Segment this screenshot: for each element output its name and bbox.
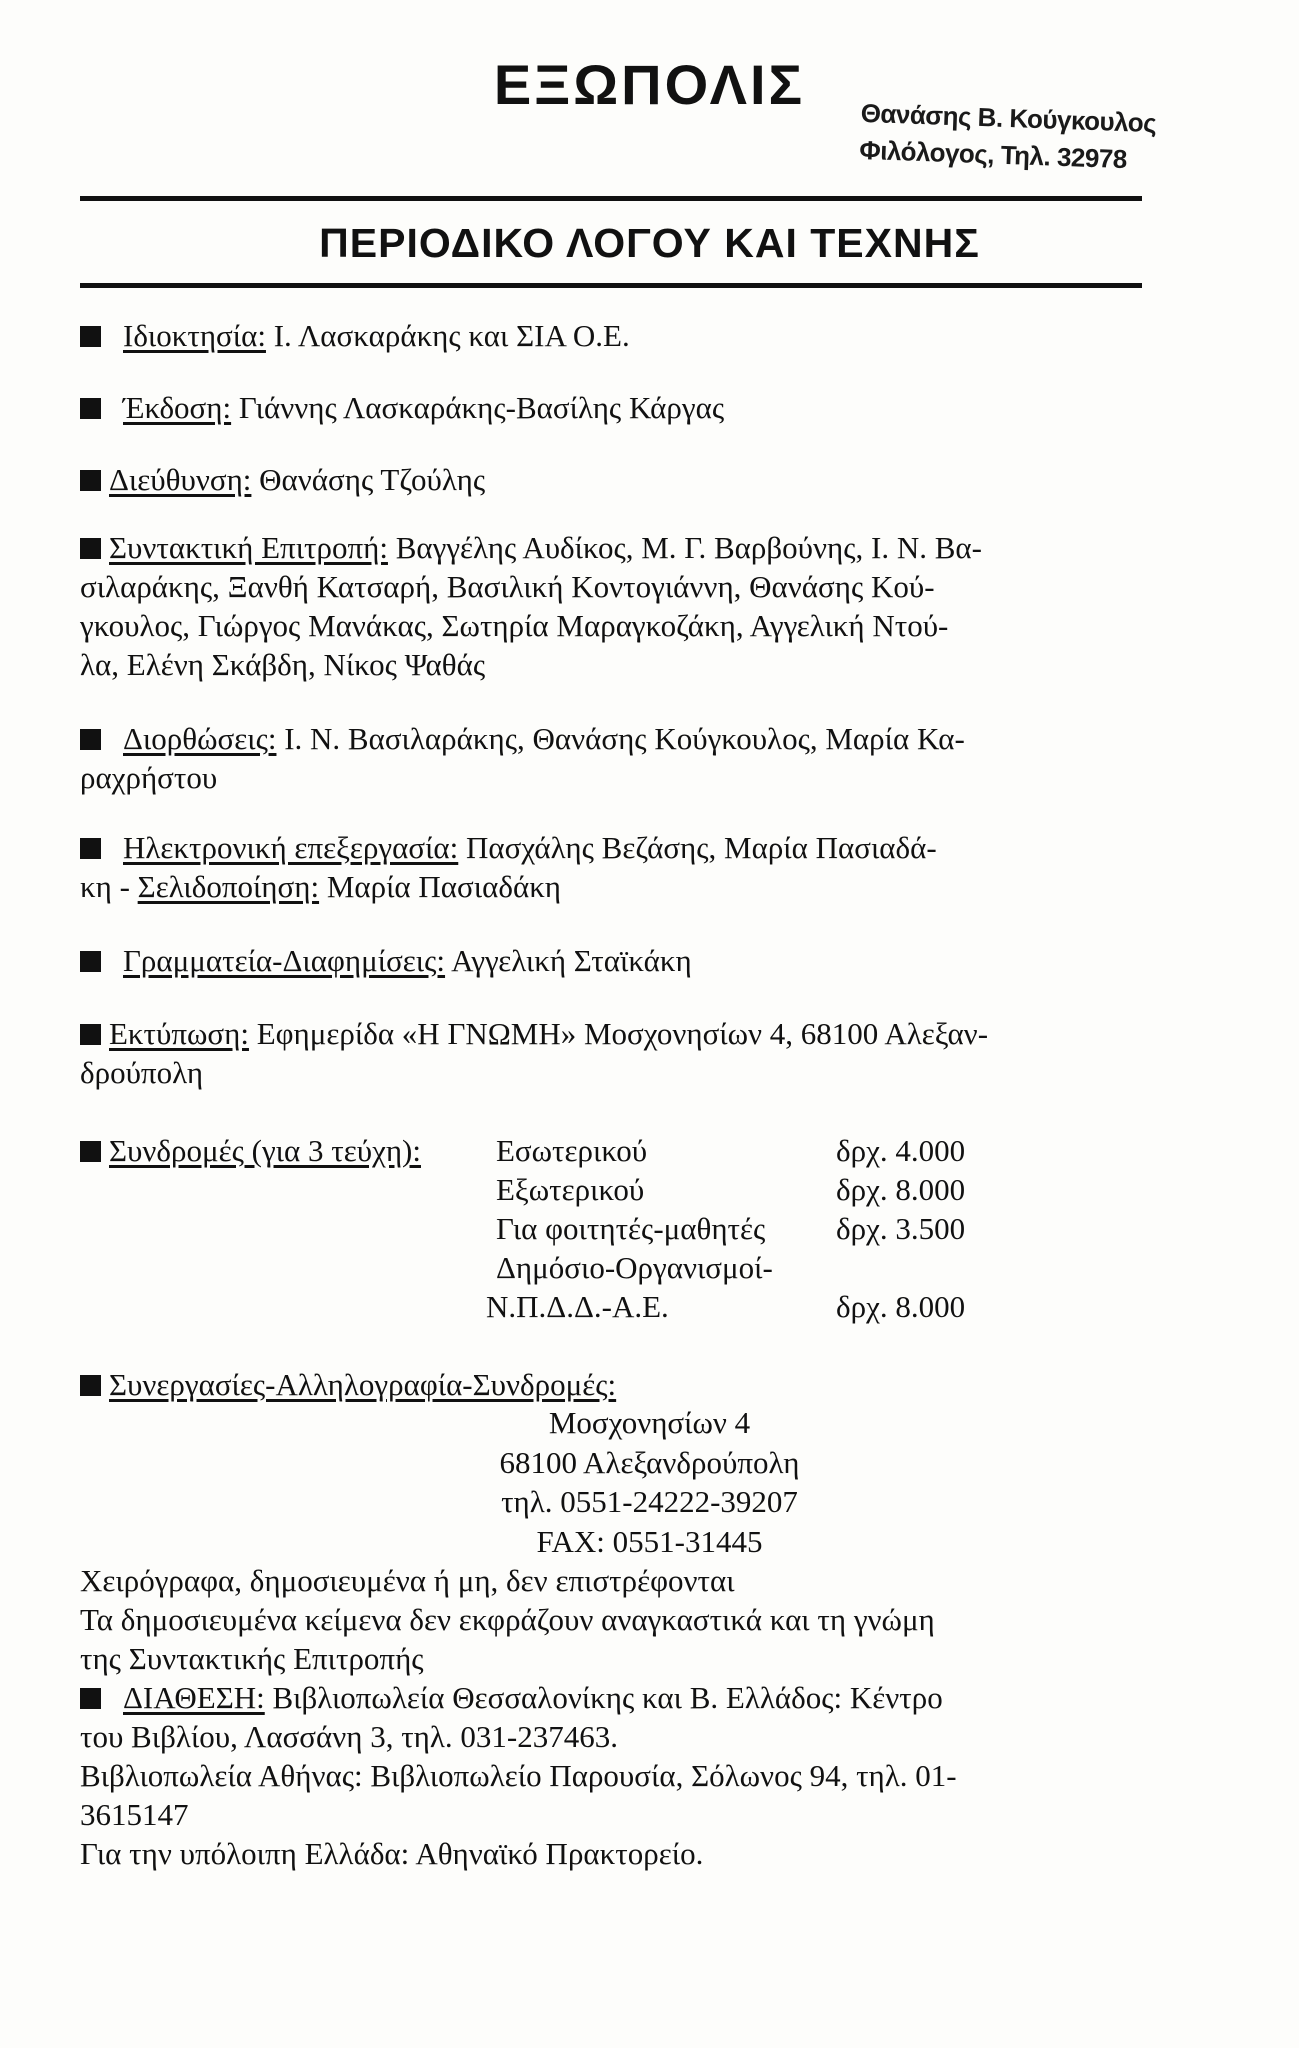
bullet-square-icon bbox=[80, 1375, 101, 1396]
entry-label: Γραμματεία-Διαφημίσεις: bbox=[123, 943, 446, 978]
address-city: 68100 Αλεξανδρούπολη bbox=[499, 1445, 800, 1480]
entry-printing bbox=[80, 1014, 1140, 1092]
entry-value-line: σιλαράκης, Ξανθή Κατσαρή, Βασιλική Κοντογιάννη, Θανάσης Κού- bbox=[80, 569, 935, 604]
subscription-price: δρχ. 8.000 bbox=[836, 1289, 966, 1324]
bullet-square-icon bbox=[80, 951, 101, 972]
correspondence-label bbox=[80, 1365, 1140, 1404]
address-fax: FAX: 0551-31445 bbox=[536, 1524, 763, 1559]
subscription-price: δρχ. 4.000 bbox=[836, 1133, 966, 1168]
entry-value-line: Για την υπόλοιπη Ελλάδα: Αθηναϊκό Πρακτορείο. bbox=[80, 1836, 704, 1871]
address-phone: τηλ. 0551-24222-39207 bbox=[501, 1484, 798, 1519]
entry-publisher bbox=[80, 388, 1140, 427]
bullet-square-icon bbox=[80, 1024, 101, 1045]
bullet-square-icon bbox=[80, 729, 101, 750]
entry-label: Διορθώσεις: bbox=[123, 721, 277, 756]
entry-value: Αγγελική Σταϊκάκη bbox=[451, 943, 692, 978]
address-street: Μοσχονησίων 4 bbox=[548, 1405, 751, 1440]
entry-value-line: δρούπολη bbox=[80, 1055, 204, 1090]
entry-distribution bbox=[80, 1678, 1140, 1873]
entry-label: Συνεργασίες-Αλληλογραφία-Συνδρομές: bbox=[109, 1367, 617, 1402]
subscription-price: δρχ. 3.500 bbox=[836, 1211, 966, 1246]
entry-label: Έκδοση: bbox=[123, 390, 232, 425]
bullet-square-icon bbox=[80, 470, 101, 491]
notes bbox=[80, 1561, 1140, 1678]
entry-value-line: γκουλος, Γιώργος Μανάκας, Σωτηρία Μαραγκοζάκη, Αγγελική Ντού- bbox=[80, 608, 949, 643]
entry-value: Ι. Ν. Βασιλαράκης, Θανάσης Κούγκουλος, Μαρία Κα- bbox=[284, 721, 965, 756]
bullet-square-icon bbox=[80, 326, 101, 347]
entry-value: κη - bbox=[80, 869, 138, 904]
entry-value: Βαγγέλης Αυδίκος, Μ. Γ. Βαρβούνης, Ι. Ν. Βα- bbox=[395, 530, 982, 565]
note-line: Τα δημοσιευμένα κείμενα δεν εκφράζουν αναγκαστικά και τη γνώμη bbox=[80, 1602, 935, 1637]
bullet-square-icon bbox=[80, 398, 101, 419]
entry-director bbox=[80, 460, 1140, 499]
entry-label: Συντακτική Επιτροπή: bbox=[109, 530, 388, 565]
entry-proofreading bbox=[80, 719, 1140, 797]
bullet-square-icon bbox=[80, 1688, 101, 1709]
bullet-square-icon bbox=[80, 1141, 101, 1162]
note-line: Χειρόγραφα, δημοσιευμένα ή μη, δεν επιστρέφονται bbox=[80, 1563, 735, 1598]
note-line: της Συντακτικής Επιτροπής bbox=[80, 1641, 424, 1676]
entry-value-pagination: Μαρία Πασιαδάκη bbox=[326, 869, 562, 904]
subscription-desc: Δημόσιο-Οργανισμοί- bbox=[496, 1250, 773, 1285]
entry-label: Ηλεκτρονική επεξεργασία: bbox=[123, 830, 459, 865]
entry-value: Ι. Λασκαράκης και ΣΙΑ Ο.Ε. bbox=[273, 318, 630, 353]
subscription-desc: Εσωτερικού bbox=[496, 1133, 648, 1168]
entry-value-line: 3615147 bbox=[80, 1797, 189, 1832]
entry-owner bbox=[80, 316, 1140, 355]
bullet-square-icon bbox=[80, 538, 101, 559]
entry-value: Εφημερίδα «Η ΓΝΩΜΗ» Μοσχονησίων 4, 68100 Αλεξαν- bbox=[256, 1016, 989, 1051]
top-rule bbox=[80, 196, 1142, 201]
subscription-desc: Για φοιτητές-μαθητές bbox=[496, 1211, 766, 1246]
entry-value-line: του Βιβλίου, Λασσάνη 3, τηλ. 031-237463. bbox=[80, 1719, 618, 1754]
entry-value: Θανάσης Τζούλης bbox=[259, 462, 486, 497]
subscription-desc: Εξωτερικού bbox=[496, 1172, 645, 1207]
entry-label: Εκτύπωση: bbox=[109, 1016, 249, 1051]
entry-label: Ιδιοκτησία: bbox=[123, 318, 266, 353]
bullet-square-icon bbox=[80, 838, 101, 859]
stamp-phone: Φιλόλογος, Τηλ. 32978 bbox=[858, 134, 1128, 175]
entry-label: ΔΙΑΘΕΣΗ: bbox=[123, 1680, 265, 1715]
entry-secretariat bbox=[80, 941, 1140, 980]
entry-value: Γιάννης Λασκαράκης-Βασίλης Κάργας bbox=[238, 390, 725, 425]
bottom-rule bbox=[80, 283, 1142, 288]
entry-value-line: Βιβλιοπωλεία Αθήνας: Βιβλιοπωλείο Παρουσία, Σόλωνος 94, τηλ. 01- bbox=[80, 1758, 957, 1793]
magazine-subtitle: ΠΕΡΙΟΔΙΚΟ ΛΟΓΟΥ ΚΑΙ ΤΕΧΝΗΣ bbox=[319, 220, 980, 266]
entry-label: Διεύθυνση: bbox=[109, 462, 252, 497]
entry-value-line: λα, Ελένη Σκάβδη, Νίκος Ψαθάς bbox=[80, 647, 486, 682]
entry-value: Βιβλιοπωλεία Θεσσαλονίκης και Β. Ελλάδος: Κέντρο bbox=[272, 1680, 943, 1715]
magazine-title: ΕΞΩΠΟΛΙΣ bbox=[493, 53, 806, 116]
entry-value-line: ραχρήστου bbox=[80, 760, 218, 795]
owner-stamp bbox=[859, 95, 1157, 179]
entry-editorial-board bbox=[80, 528, 1140, 684]
stamp-name: Θανάσης Β. Κούγκουλος bbox=[860, 97, 1157, 139]
subscription-price: δρχ. 8.000 bbox=[836, 1172, 966, 1207]
entry-electronic-processing bbox=[80, 828, 1140, 906]
entry-label-pagination: Σελιδοποίηση: bbox=[137, 869, 320, 904]
entry-label: Συνδρομές (για 3 τεύχη): bbox=[109, 1133, 421, 1168]
subscription-desc: Ν.Π.Δ.Δ.-Α.Ε. bbox=[486, 1289, 669, 1324]
entry-value: Πασχάλης Βεζάσης, Μαρία Πασιαδά- bbox=[466, 830, 937, 865]
